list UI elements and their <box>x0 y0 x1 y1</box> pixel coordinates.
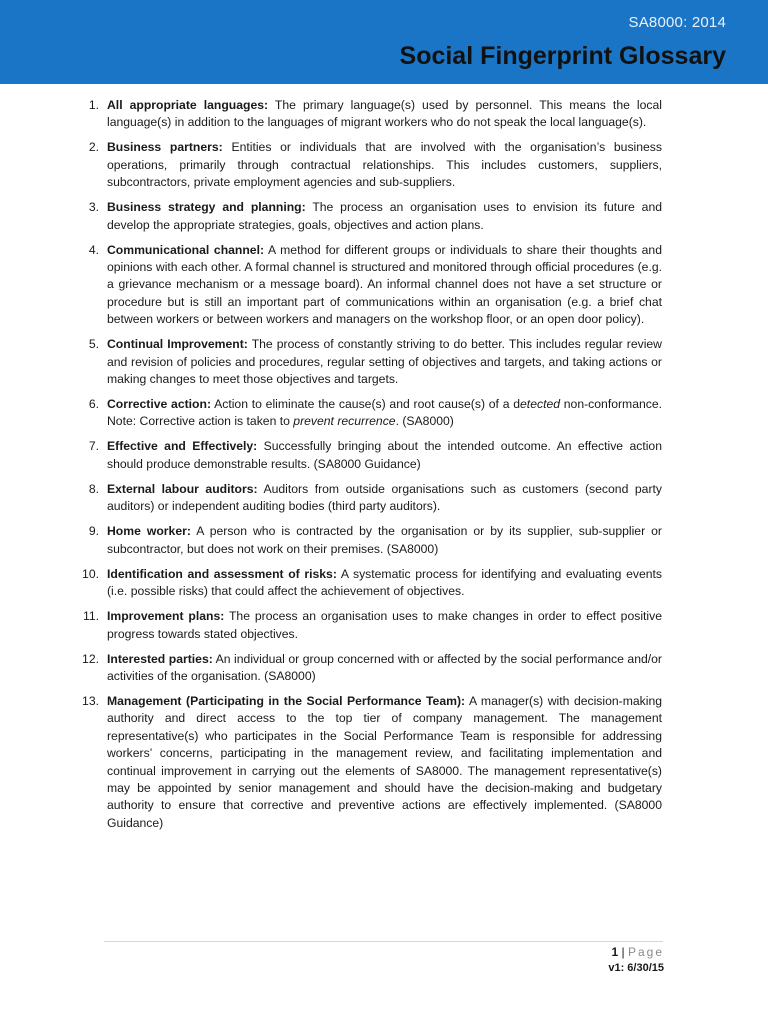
entry-term: All appropriate languages: <box>107 98 269 112</box>
entry-term: Corrective action: <box>107 397 212 412</box>
glossary-entry-3 <box>66 199 662 234</box>
entry-term: Business strategy and planning: <box>107 200 306 215</box>
header-banner <box>0 0 768 84</box>
entry-definition: An individual or group concerned with or affected by the social performance and/or activities of the organisation. (SA8000) <box>107 651 662 683</box>
glossary-entry-13 <box>66 693 662 832</box>
entry-definition: A method for different groups or individuals to share their thoughts and opinions with each other. A formal channel is structured and monitored through official procedures (e.g. a grievance mechanism or a message board). An informal channel does not have a set structure or procedure but is still an important part of communications within an organisation (e.g. a brief chat between workers or between workers and managers on the workshop floor, or an open door policy). <box>107 242 662 327</box>
entry-number: 12. <box>82 651 99 666</box>
entry-number: 8. <box>88 481 99 496</box>
glossary-entry-2 <box>66 139 662 191</box>
page-separator: | <box>618 945 628 959</box>
footer-divider <box>104 941 663 942</box>
entry-number: 9. <box>88 524 99 539</box>
entry-number: 5. <box>88 337 99 352</box>
page-number: 1 <box>611 945 619 959</box>
entry-definition-italic: etected <box>520 397 561 412</box>
glossary-entry-11 <box>66 608 662 643</box>
entry-term: Improvement plans: <box>107 609 225 624</box>
page-word: Page <box>627 945 664 959</box>
entry-number: 11. <box>82 609 99 624</box>
entry-number: 1. <box>88 98 99 112</box>
entry-number: 4. <box>88 242 99 257</box>
entry-number: 3. <box>88 200 99 215</box>
entry-definition-italic: prevent recurrence <box>293 414 396 429</box>
entry-definition: The primary language(s) used by personnel. This means the local language(s) in addition to the languages of migrant workers who do not speak the local language(s). <box>107 98 662 130</box>
entry-term: Interested parties: <box>107 651 213 666</box>
glossary-entry-5 <box>66 336 662 388</box>
entry-number: 13. <box>82 693 99 708</box>
entry-term: Home worker: <box>107 524 191 539</box>
entry-definition: A manager(s) with decision-making authority and direct access to the top tier of company management. The management representative(s) who participates in the Social Performance Team is responsible for addressing workers’ concerns, participating in the management review, and facilitating implementation and continual improvement in carrying out the elements of SA8000. The management representative(s) may be appointed by senior management and should have the decision-making and budgetary authority to ensure that corrective and preventive actions are effectively implemented. (SA8000 Guidance) <box>107 693 663 830</box>
entry-definition: The process an organisation uses to envision its future and develop the appropriate strategies, goals, objectives and action plans. <box>107 200 662 232</box>
entry-definition: Entities or individuals that are involved with the organisation’s business operations, primarily through contractual relationships. This includes customers, suppliers, subcontractors, private employment agencies and sub-suppliers. <box>107 140 662 190</box>
glossary-entry-4 <box>66 242 662 329</box>
entry-term: Continual Improvement: <box>107 337 248 352</box>
entry-definition: A person who is contracted by the organisation or by its supplier, sub-supplier or subcontractor, but does not work on their premises. (SA8000) <box>107 524 662 556</box>
entry-definition: The process an organisation uses to make changes in order to effect positive progress towards stated objectives. <box>107 609 662 641</box>
entry-number: 7. <box>88 439 99 454</box>
glossary-entry-10 <box>66 566 662 601</box>
entry-definition-part: . (SA8000) <box>395 414 454 429</box>
entry-definition: Auditors from outside organisations such as customers (second party auditors) or independent auditing bodies (third party auditors). <box>107 481 662 514</box>
glossary-entry-7 <box>66 438 662 473</box>
glossary-entry-8 <box>66 481 662 516</box>
entry-definition-part: Action to eliminate the cause(s) and root cause(s) of a d <box>214 397 521 412</box>
entry-number: 2. <box>88 140 99 155</box>
entry-term: Identification and assessment of risks: <box>107 566 337 581</box>
glossary-entry-9 <box>66 523 662 558</box>
glossary-entry-6 <box>66 396 662 431</box>
entry-number: 10. <box>82 566 99 581</box>
entry-term: Communicational channel: <box>107 242 265 257</box>
entry-number: 6. <box>88 397 99 412</box>
page-title: Social Fingerprint Glossary <box>399 42 726 70</box>
glossary-entry-12 <box>66 651 662 686</box>
glossary-list <box>66 97 662 840</box>
entry-definition: A systematic process for identifying and evaluating events (i.e. possible risks) that could affect the achievement of objectives. <box>107 566 663 599</box>
glossary-entry-1 <box>66 97 662 132</box>
document-code: SA8000: 2014 <box>628 14 726 31</box>
page-indicator <box>611 945 664 959</box>
entry-definition-part: non-conformance. Note: Corrective action is taken to <box>107 397 663 429</box>
version-label: v1: 6/30/15 <box>608 962 664 974</box>
entry-term: Effective and Effectively: <box>107 439 258 454</box>
entry-term: Management (Participating in the Social Performance Team): <box>107 693 466 708</box>
entry-definition: Successfully bringing about the intended outcome. An effective action should produce demonstrable results. (SA8000 Guidance) <box>107 439 662 471</box>
entry-term: Business partners: <box>107 140 223 155</box>
entry-definition: The process of constantly striving to do better. This includes regular review and revision of policies and procedures, regular setting of objectives and targets, and taking actions or making changes to meet those objectives and targets. <box>107 337 662 387</box>
entry-term: External labour auditors: <box>107 481 258 496</box>
